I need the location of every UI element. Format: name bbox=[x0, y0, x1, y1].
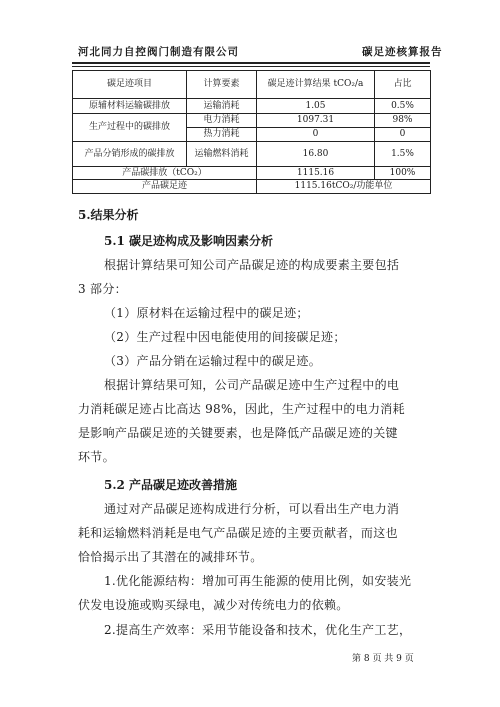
table-row bbox=[73, 114, 431, 128]
body-line: 伏发电设施或购买绿电，减少对传统电力的依赖。 bbox=[78, 598, 349, 612]
header-element: 计算要素 bbox=[187, 71, 257, 99]
row-value: 1097.31 bbox=[257, 114, 375, 128]
body-line: 是影响产品碳足迹的关键要素，也是降低产品碳足迹的关键 bbox=[78, 426, 398, 440]
body-line: 根据计算结果可知公司产品碳足迹的构成要素主要包括 bbox=[104, 258, 400, 272]
header-rule bbox=[72, 62, 430, 64]
row-element: 热力消耗 bbox=[187, 128, 257, 142]
row-item: 产品分销形成的碳排放 bbox=[73, 142, 187, 167]
body-line: 3 部分： bbox=[78, 282, 127, 296]
body-line: 力消耗碳足迹占比高达 98%，因此，生产过程中的电力消耗 bbox=[78, 402, 405, 416]
subsection-heading: 5.2 产品碳足迹改善措施 bbox=[104, 478, 238, 492]
body-line: 根据计算结果可知，公司产品碳足迹中生产过程中的电 bbox=[104, 378, 400, 392]
header-rule-thin bbox=[72, 66, 430, 67]
table-row bbox=[73, 99, 431, 114]
row-item: 生产过程中的碳排放 bbox=[73, 114, 187, 142]
body-line: 恰恰揭示出了其潜在的减排环节。 bbox=[78, 550, 263, 564]
header-item: 碳足迹项目 bbox=[73, 71, 187, 99]
row-value: 16.80 bbox=[257, 142, 375, 167]
row-element: 运输燃料消耗 bbox=[187, 142, 257, 167]
row-ratio: 1.5% bbox=[375, 142, 431, 167]
row-value: 1115.16tCO₂/功能单位 bbox=[257, 180, 431, 194]
table-row bbox=[73, 180, 431, 194]
body-line: 环节。 bbox=[78, 450, 115, 464]
row-element: 运输消耗 bbox=[187, 99, 257, 114]
body-line: 1.优化能源结构：增加可再生能源的使用比例，如安装光 bbox=[104, 574, 412, 588]
list-item: （2）生产过程中因电能使用的间接碳足迹； bbox=[104, 330, 346, 344]
row-ratio: 0.5% bbox=[375, 99, 431, 114]
section-heading: 5.结果分析 bbox=[78, 208, 139, 222]
row-ratio: 100% bbox=[375, 167, 431, 180]
company-name: 河北同力自控阀门制造有限公司 bbox=[78, 46, 239, 58]
row-item: 原辅材料运输碳排放 bbox=[73, 99, 187, 114]
carbon-footprint-table bbox=[72, 70, 431, 194]
subsection-heading: 5.1 碳足迹构成及影响因素分析 bbox=[104, 234, 274, 248]
table-header-row bbox=[73, 71, 431, 99]
row-item: 产品碳足迹 bbox=[73, 180, 257, 194]
row-value: 1115.16 bbox=[257, 167, 375, 180]
table-row bbox=[73, 142, 431, 167]
body-line: 2.提高生产效率：采用节能设备和技术，优化生产工艺， bbox=[104, 623, 412, 637]
header-value: 碳足迹计算结果 tCO₂/a bbox=[257, 71, 375, 99]
page-number: 第 8 页 共 9 页 bbox=[352, 654, 414, 664]
list-item: （3）产品分销在运输过程中的碳足迹。 bbox=[104, 354, 322, 368]
row-ratio: 0 bbox=[375, 128, 431, 142]
row-element: 电力消耗 bbox=[187, 114, 257, 128]
row-value: 1.05 bbox=[257, 99, 375, 114]
table-row bbox=[73, 167, 431, 180]
report-title: 碳足迹核算报告 bbox=[362, 46, 443, 58]
header-ratio: 占比 bbox=[375, 71, 431, 99]
body-line: 耗和运输燃料消耗是电气产品碳足迹的主要贡献者，而这也 bbox=[78, 526, 398, 540]
row-value: 0 bbox=[257, 128, 375, 142]
body-line: 通过对产品碳足迹构成进行分析，可以看出生产电力消 bbox=[104, 502, 400, 516]
row-item: 产品碳排放（tCO₂） bbox=[73, 167, 257, 180]
list-item: （1）原材料在运输过程中的碳足迹； bbox=[104, 306, 309, 320]
row-ratio: 98% bbox=[375, 114, 431, 128]
